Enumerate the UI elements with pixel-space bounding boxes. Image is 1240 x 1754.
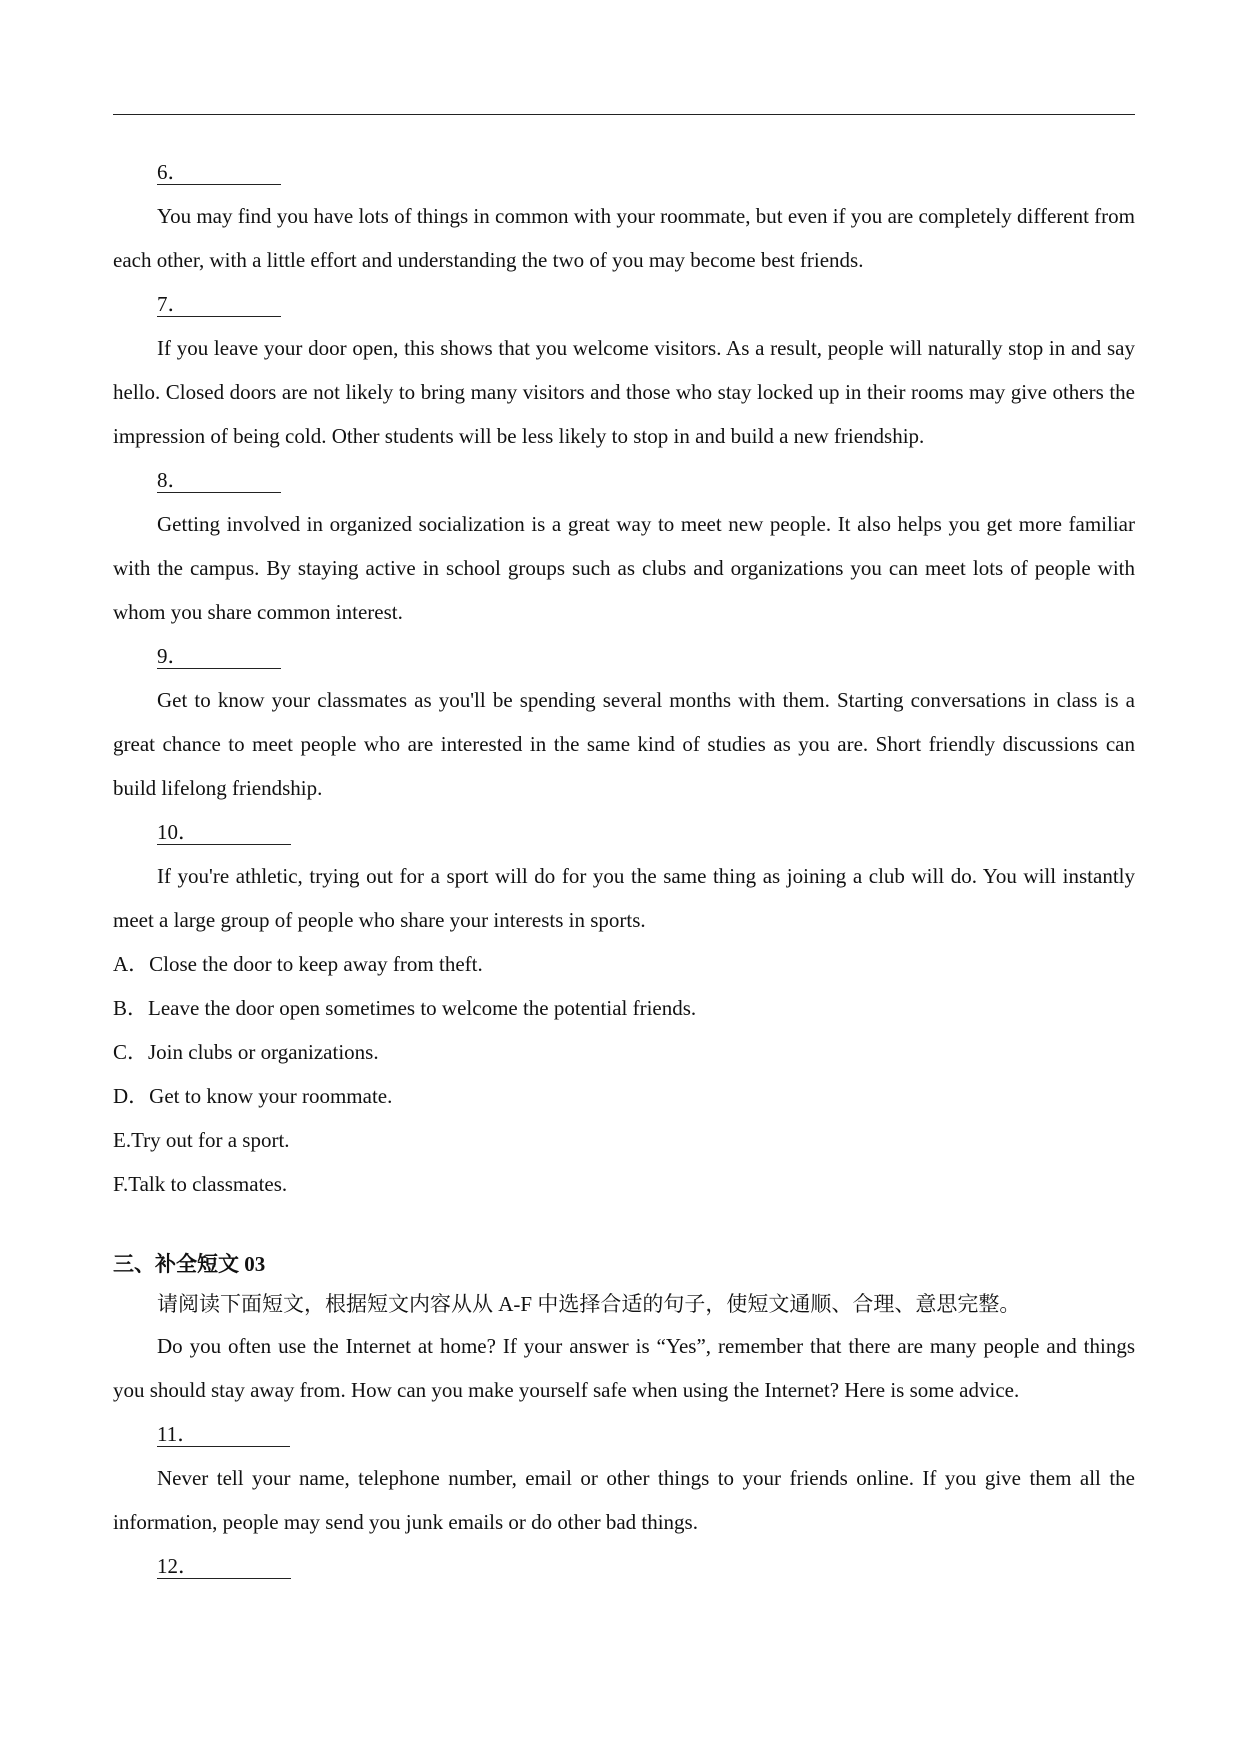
blank-number: 7． [157,292,189,316]
paragraph-personal-info: Never tell your name, telephone number, email or other things to your friends online. If you give them all the information, people may send you junk emails or do other bad things. [113,1466,1135,1534]
question-blank-10 [113,810,1135,854]
paragraph-roommate: You may find you have lots of things in common with your roommate, but even if you are completely different from each other, with a little effort and understanding the two of you may become best friends. [113,204,1135,272]
option-f: F.Talk to classmates. [113,1172,288,1196]
document-body [113,150,1135,1588]
blank-number: 11． [157,1422,199,1446]
option-d: D．Get to know your roommate. [113,1084,393,1108]
paragraph-door: If you leave your door open, this shows that you welcome visitors. As a result, people will naturally stop in and say hello. Closed doors are not likely to bring many visitors and those who stay locked up in their rooms may give others the impression of being cold. Other students will be less likely to stop in and build a new friendship. [113,336,1135,448]
blank-number: 9． [157,644,189,668]
question-blank-9 [113,634,1135,678]
question-blank-12 [113,1544,1135,1588]
paragraph-sport: If you're athletic, trying out for a sport will do for you the same thing as joining a club will do. You will instantly meet a large group of people who share your interests in sports. [113,864,1135,932]
section-title: 三、补全短文 03 [113,1252,266,1276]
paragraph-classmates: Get to know your classmates as you'll be spending several months with them. Starting conversations in class is a great chance to meet people who are interested in the same kind of studies as you are. Short friendly discussions can build lifelong friendship. [113,688,1135,800]
question-blank-11 [113,1412,1135,1456]
blank-number: 10． [157,820,199,844]
blank-number: 8． [157,468,189,492]
option-a: A．Close the door to keep away from theft. [113,952,483,976]
section-instruction: 请阅读下面短文，根据短文内容从从 A-F 中选择合适的句子，使短文通顺、合理、意思完整。 [157,1292,1021,1316]
paragraph-clubs: Getting involved in organized socialization is a great way to meet new people. It also helps you get more familiar with the campus. By staying active in school groups such as clubs and organizations you can meet lots of people with whom you share common interest. [113,512,1135,624]
option-e: E.Try out for a sport. [113,1128,290,1152]
option-b: B．Leave the door open sometimes to welcome the potential friends. [113,996,697,1020]
blank-number: 12． [157,1554,199,1578]
option-c: C．Join clubs or organizations. [113,1040,379,1064]
blank-number: 6． [157,160,189,184]
paragraph-internet-intro: Do you often use the Internet at home? If your answer is “Yes”, remember that there are many people and things you should stay away from. How can you make yourself safe when using the Internet? Here is some advice. [113,1334,1135,1402]
question-blank-7 [113,282,1135,326]
question-blank-8 [113,458,1135,502]
header-rule [113,114,1135,115]
question-blank-6 [113,150,1135,194]
